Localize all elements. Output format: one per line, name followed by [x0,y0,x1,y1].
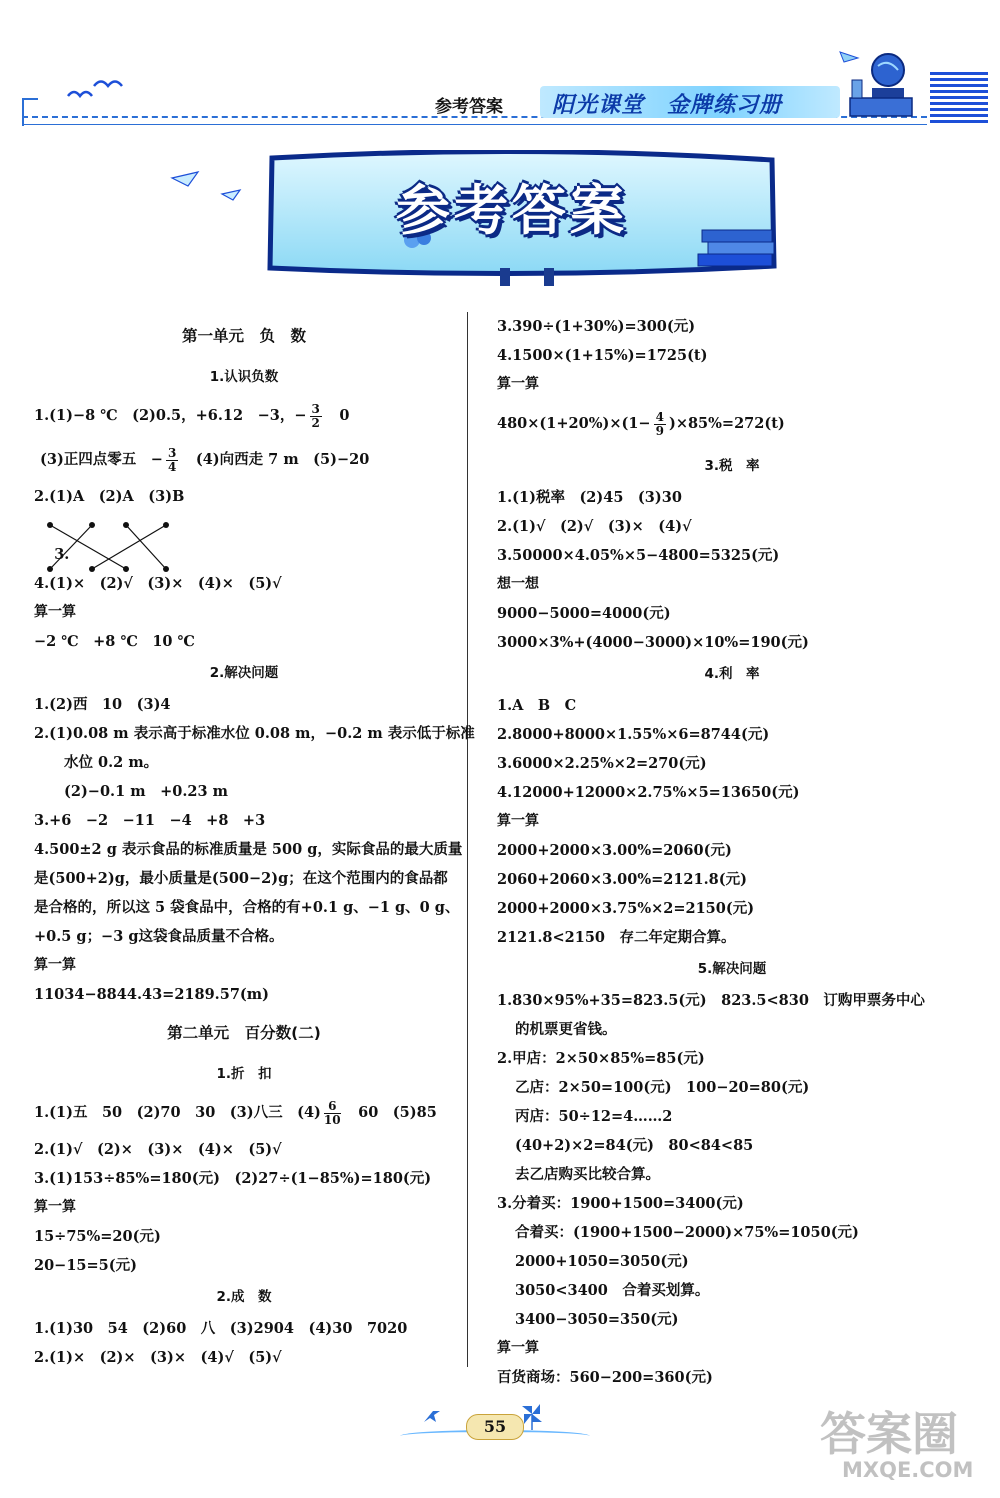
section-heading: 2.成 数 [216,1289,272,1305]
answer-line: 1.(1)税率 (2)45 (3)30 [497,489,682,506]
answer-line: 3000×3%+(4000−3000)×10%=190(元) [497,634,809,651]
answer-line: 1.(1)五 50 (2)70 30 (3)八三 (4) $\frac{6}{10}$ 60 (5)85 [34,1098,437,1127]
answer-line: 1.830×95%+35=823.5(元) 823.5<830 订购甲票务中心 [497,992,925,1009]
answer-line: (40+2)×2=84(元) 80<84<85 [515,1137,754,1154]
answer-line: 3.390÷(1+30%)=300(元) [497,318,696,335]
paper-planes-icon [168,160,248,210]
answer-line: 1.(1)−8 ℃ (2)0.5，+6.12 −3，− $\frac{3}{2}$ 0 [34,401,350,430]
answer-line: 2.(1)A (2)A (3)B [34,488,185,505]
section-heading: 3.税 率 [704,458,760,474]
answer-line: (3)正四点零五 − $\frac{3}{4}$ (4)向西走 7 m (5)−20 [40,445,370,474]
board-title: 参考答案 [396,179,628,242]
answer-line: 去乙店购买比较合算。 [515,1166,660,1183]
answer-line: 2.(1)0.08 m 表示高于标准水位 0.08 m，−0.2 m 表示低于标准 [34,725,475,742]
column-divider [467,312,468,1367]
answer-line: 2000+2000×3.75%×2=2150(元) [497,900,755,917]
calc-heading: 算一算 [34,957,76,973]
answer-line: 2.(1)√ (2)× (3)× (4)× (5)√ [34,1141,282,1158]
answer-line: 3.50000×4.05%×5−4800=5325(元) [497,547,780,564]
answer-line: 3400−3050=350(元) [515,1311,679,1328]
answer-line: 2000+2000×3.00%=2060(元) [497,842,732,859]
answer-line: −2 ℃ +8 ℃ 10 ℃ [34,633,195,650]
answer-line: 15÷75%=20(元) [34,1228,161,1245]
watermark-logo: 答案圈 [820,1407,958,1461]
section-heading: 5.解决问题 [697,961,767,977]
answer-line: 4.1500×(1+15%)=1725(t) [497,347,708,364]
calc-heading: 算一算 [497,813,539,829]
matching-diagram [44,519,184,575]
answer-line: 3.6000×2.25%×2=270(元) [497,755,707,772]
header-stripes [930,72,988,124]
answer-line: 4.12000+12000×2.75%×5=13650(元) [497,784,800,801]
calc-heading: 算一算 [497,376,539,392]
answer-line: 1.A B C [497,697,577,714]
answer-line: 4.(1)× (2)√ (3)× (4)× (5)√ [34,575,282,592]
answer-line: 合着买：(1900+1500−2000)×75%=1050(元) [515,1224,859,1241]
answer-line: 4.500±2 g 表示食品的标准质量是 500 g，实际食品的最大质量 [34,841,463,858]
header-bracket [22,98,38,126]
calc-heading: 算一算 [34,604,76,620]
fraction: $\frac{3}{2}$ [311,401,320,430]
answer-line: 3.分着买：1900+1500=3400(元) [497,1195,744,1212]
answer-line: 2000+1050=3050(元) [515,1253,689,1270]
header-subtitle: 参考答案 [435,97,503,117]
answer-line: 20−15=5(元) [34,1257,137,1274]
answer-line: 的机票更省钱。 [515,1021,617,1038]
answer-line: 2121.8<2150 存二年定期合算。 [497,929,736,946]
page-number: 55 [466,1414,524,1440]
left-column [34,312,475,1372]
answer-line: 3050<3400 合着买划算。 [515,1282,710,1299]
answer-line: 2060+2060×3.00%=2121.8(元) [497,871,747,888]
answer-line: (2)−0.1 m +0.23 m [64,783,228,800]
answer-line: 9000−5000=4000(元) [497,605,671,622]
answer-line: 3.+6 −2 −11 −4 +8 +3 [34,812,266,829]
fraction: $\frac{3}{4}$ [167,445,177,474]
calc-heading: 算一算 [497,1340,539,1356]
section-heading: 1.折 扣 [216,1066,272,1082]
globe-books-icon [830,40,920,120]
right-column [497,312,967,1392]
think-heading: 想一想 [497,576,539,592]
answer-line: +0.5 g；−3 g这袋食品质量不合格。 [34,928,284,945]
answer-line: 乙店：2×50=100(元) 100−20=80(元) [515,1079,810,1096]
fraction: $\frac{4}{9}$ [655,409,664,438]
unit-heading: 第一单元 负 数 [181,327,306,345]
answer-line: 2.(1)√ (2)√ (3)× (4)√ [497,518,692,535]
section-heading: 1.认识负数 [209,369,279,385]
answer-line: 2.(1)× (2)× (3)× (4)√ (5)√ [34,1349,282,1366]
fraction: $\frac{6}{10}$ [323,1098,341,1127]
section-heading: 2.解决问题 [209,665,279,681]
watermark-url: MXQE.COM [842,1458,974,1482]
answer-line: 2.甲店：2×50×85%=85(元) [497,1050,705,1067]
answer-line: 水位 0.2 m。 [64,754,159,771]
calc-heading: 算一算 [34,1199,76,1215]
answer-line: 1.(2)西 10 (3)4 [34,696,171,713]
unit-heading: 第二单元 百分数(二) [167,1024,321,1042]
answer-line: 480×(1+20%)×(1− $\frac{4}{9}$ )×85%=272(t) [497,409,785,438]
answer-line: 是合格的，所以这 5 袋食品中，合格的有+0.1 g、−1 g、0 g、 [34,899,460,916]
header-rule [22,124,927,125]
answer-line: 11034−8844.43=2189.57(m) [34,986,269,1003]
header-brand: 阳光课堂 金牌练习册 [552,92,783,118]
answer-line: 1.(1)30 54 (2)60 八 (3)2904 (4)30 7020 [34,1320,408,1337]
section-heading: 4.利 率 [704,666,760,682]
answer-line: 3. [34,511,454,569]
star-flower-icon [418,1402,458,1432]
birds-icon [60,74,130,108]
answer-line: 是(500+2)g，最小质量是(500−2)g；在这个范围内的食品都 [34,870,448,887]
answer-line: 丙店：50÷12=4……2 [515,1108,673,1125]
answer-line: 3.(1)153÷85%=180(元) (2)27÷(1−85%)=180(元) [34,1170,432,1187]
answer-line: 百货商场：560−200=360(元) [497,1369,713,1386]
answer-line: 2.8000+8000×1.55%×6=8744(元) [497,726,770,743]
